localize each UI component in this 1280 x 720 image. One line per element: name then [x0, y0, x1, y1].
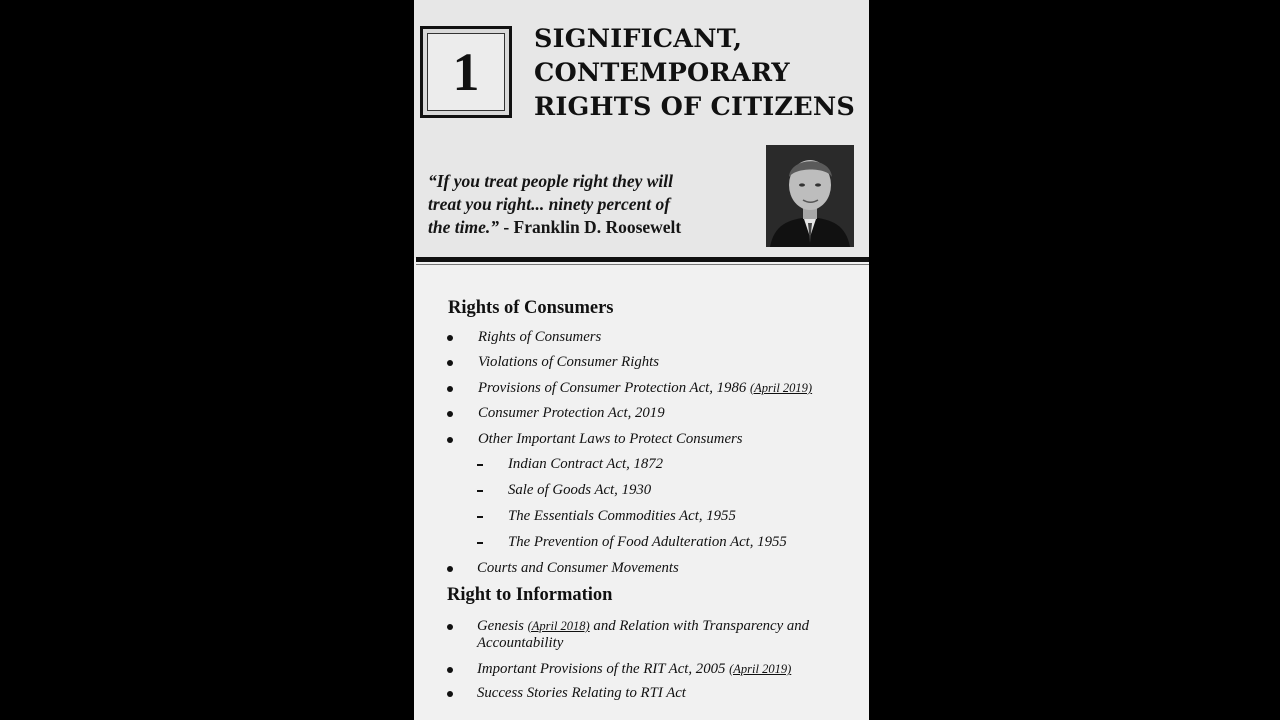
sub-list-item: Indian Contract Act, 1872	[508, 456, 664, 472]
quote-line: “If you treat people right they will	[428, 171, 673, 191]
exam-date-tag: (April 2019)	[749, 381, 813, 395]
bullet-icon	[447, 411, 453, 417]
chapter-title-line: RIGHTS OF CITIZENS	[534, 92, 855, 122]
bullet-icon	[447, 386, 453, 392]
bullet-icon	[447, 667, 453, 673]
list-item: Consumer Protection Act, 2019	[478, 405, 665, 421]
section-heading: Rights of Consumers	[448, 298, 614, 318]
list-item: Important Provisions of the RIT Act, 2005 (April 2019)	[477, 661, 792, 677]
dash-icon	[477, 516, 483, 518]
book-page	[414, 0, 869, 720]
header-divider-thin	[416, 264, 869, 265]
bullet-icon	[447, 624, 453, 630]
list-item: Courts and Consumer Movements	[477, 560, 679, 576]
dash-icon	[477, 542, 483, 544]
bullet-icon	[447, 360, 453, 366]
chapter-title-line: SIGNIFICANT,	[534, 24, 743, 54]
quote-line: the time.”	[428, 217, 499, 237]
chapter-number-box	[420, 26, 512, 118]
list-item: Genesis (April 2018) and Relation with Transparency and Accountability	[477, 618, 810, 651]
bullet-icon	[447, 335, 453, 341]
sub-list-item: The Essentials Commodities Act, 1955	[508, 508, 736, 524]
bullet-icon	[447, 437, 453, 443]
portrait-illustration	[766, 145, 854, 247]
header-divider	[416, 257, 869, 262]
chapter-title-line: CONTEMPORARY	[534, 58, 790, 88]
list-item: Success Stories Relating to RTI Act	[477, 685, 686, 701]
sub-list-item: The Prevention of Food Adulteration Act, 1955	[508, 534, 787, 550]
exam-date-tag: (April 2019)	[729, 662, 792, 676]
exam-date-tag: (April 2018)	[527, 619, 590, 633]
sub-list-item: Sale of Goods Act, 1930	[508, 482, 652, 498]
bullet-icon	[447, 691, 453, 697]
chapter-title	[534, 22, 869, 124]
list-item: Rights of Consumers	[478, 329, 602, 345]
list-item: Other Important Laws to Protect Consumers	[478, 431, 743, 447]
dash-icon	[477, 490, 483, 492]
list-item: Violations of Consumer Rights	[478, 354, 659, 370]
chapter-number: 1	[452, 42, 480, 102]
list-item: Provisions of Consumer Protection Act, 1986 (April 2019)	[478, 380, 813, 396]
bullet-icon	[447, 566, 453, 572]
section-heading: Right to Information	[447, 585, 613, 605]
quote-author: - Franklin D. Roosewelt	[498, 217, 682, 237]
dash-icon	[477, 464, 483, 466]
portrait-photo	[766, 145, 854, 247]
quote-line: treat you right... ninety percent of	[428, 194, 671, 214]
epigraph-quote	[428, 170, 768, 239]
chapter-header	[414, 0, 869, 258]
